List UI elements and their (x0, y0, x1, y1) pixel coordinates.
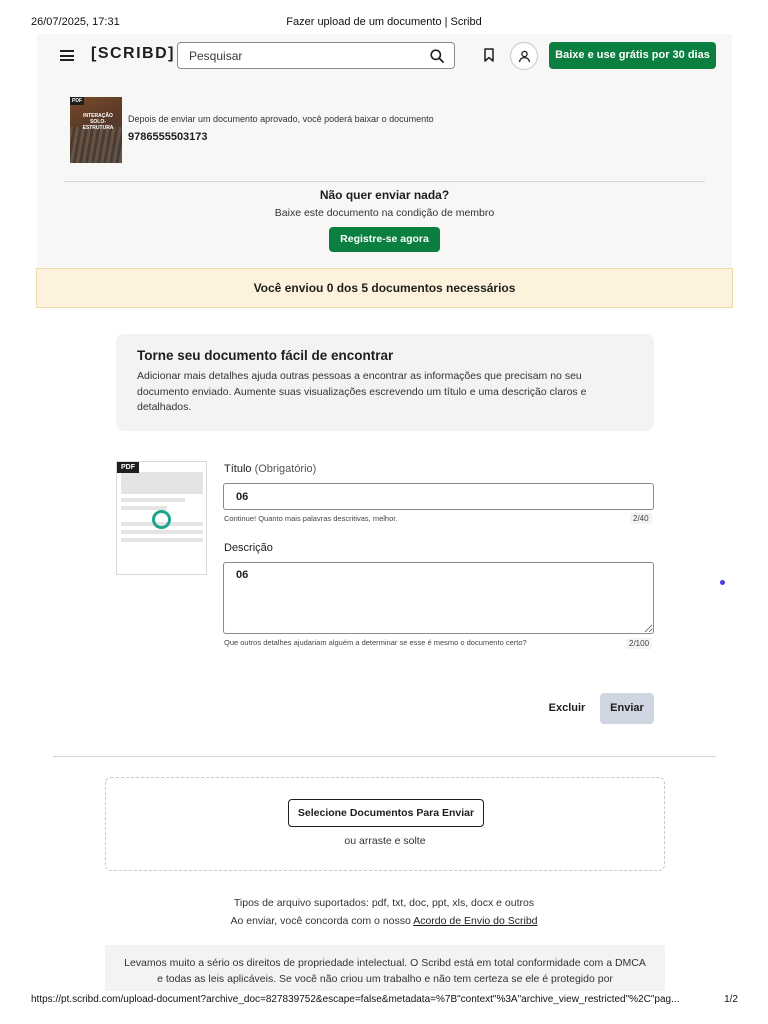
hamburger-menu-icon[interactable] (60, 50, 74, 61)
print-date: 26/07/2025, 17:31 (31, 16, 120, 28)
select-documents-button[interactable]: Selecione Documentos Para Enviar (288, 799, 484, 827)
description-label: Descrição (224, 542, 273, 554)
tip-body: Adicionar mais detalhes ajuda outras pessoas a encontrar as informações que precisam no seu documento enviado. Aumente suas visualizações escrevendo um título e uma descrição claros e detalhados. (137, 370, 587, 413)
copyright-notice-text: Levamos muito a sério os direitos de propriedade intelectual. O Scribd está em total conformidade com a DMCA e todas as leis aplicáveis. Se você não criou um trabalho e não tem certeza se ele é protegido por (124, 957, 646, 985)
supported-filetypes-text: Tipos de arquivo suportados: pdf, txt, doc, ppt, xls, docx e outros (233, 897, 535, 909)
search-input[interactable] (178, 43, 418, 68)
register-button[interactable]: Registre-se agora (329, 227, 440, 252)
print-url: https://pt.scribd.com/upload-document?archive_doc=827839752&escape=false&metadata=%7B"context"%3A"archive_view_restricted"%2C"pag... (31, 994, 680, 1005)
download-promo-section (37, 76, 732, 268)
cover-pdf-tag: PDF (72, 98, 82, 104)
tip-heading: Torne seu documento fácil de encontrar (137, 348, 394, 363)
print-header (0, 16, 768, 32)
promo-divider (64, 181, 705, 182)
title-input[interactable] (223, 483, 654, 510)
thumbnail-pdf-tag: PDF (117, 462, 139, 473)
cover-title: INTERAÇÃO SOLO-ESTRUTURA (82, 113, 114, 131)
search-icon[interactable] (430, 49, 444, 63)
drag-drop-text: ou arraste e solte (344, 835, 426, 847)
search-box (177, 42, 455, 69)
document-cover-image (70, 97, 122, 163)
promo-subtext: Baixe este documento na condição de membro (274, 207, 495, 219)
delete-button[interactable]: Excluir (548, 702, 586, 714)
top-navigation-bar (37, 34, 732, 76)
title-required-text: (Obrigatório) (254, 463, 317, 475)
document-isbn: 9786555503173 (128, 131, 208, 143)
description-char-counter: 2/100 (626, 638, 652, 649)
scribd-logo[interactable]: [SCRIBD] (91, 45, 175, 62)
user-icon (518, 50, 531, 63)
print-title: Fazer upload de um documento | Scribd (286, 16, 482, 28)
send-button[interactable]: Enviar (600, 693, 654, 724)
title-char-counter: 2/40 (630, 513, 652, 524)
promo-question: Não quer enviar nada? (319, 188, 450, 202)
agreement-prefix: Ao enviar, você concorda com o nosso (230, 915, 414, 927)
print-footer (0, 994, 768, 1010)
section-divider (53, 756, 716, 757)
free-trial-button[interactable]: Baixe e use grátis por 30 dias (549, 42, 716, 69)
title-label-text: Título (224, 463, 252, 475)
account-button[interactable] (510, 42, 538, 70)
loading-spinner-icon (152, 510, 171, 529)
description-hint: Que outros detalhes ajudariam alguém a determinar se esse é mesmo o documento certo? (224, 638, 527, 647)
tip-box (116, 334, 654, 431)
print-page-number: 1/2 (724, 994, 738, 1005)
indicator-dot (720, 580, 725, 585)
upload-dropzone[interactable] (105, 777, 665, 871)
copyright-notice-box (105, 945, 665, 991)
title-label (224, 463, 316, 475)
document-thumbnail (116, 461, 207, 575)
promo-description: Depois de enviar um documento aprovado, você poderá baixar o documento (128, 114, 434, 124)
upload-progress-notice: Você enviou 0 dos 5 documentos necessários (36, 268, 733, 308)
upload-agreement-link[interactable]: Acordo de Envio do Scribd (413, 915, 538, 927)
description-textarea[interactable] (223, 562, 654, 634)
bookmark-icon[interactable] (483, 48, 495, 62)
title-hint: Continue! Quanto mais palavras descritivas, melhor. (224, 514, 398, 523)
upload-agreement-text (0, 915, 768, 927)
